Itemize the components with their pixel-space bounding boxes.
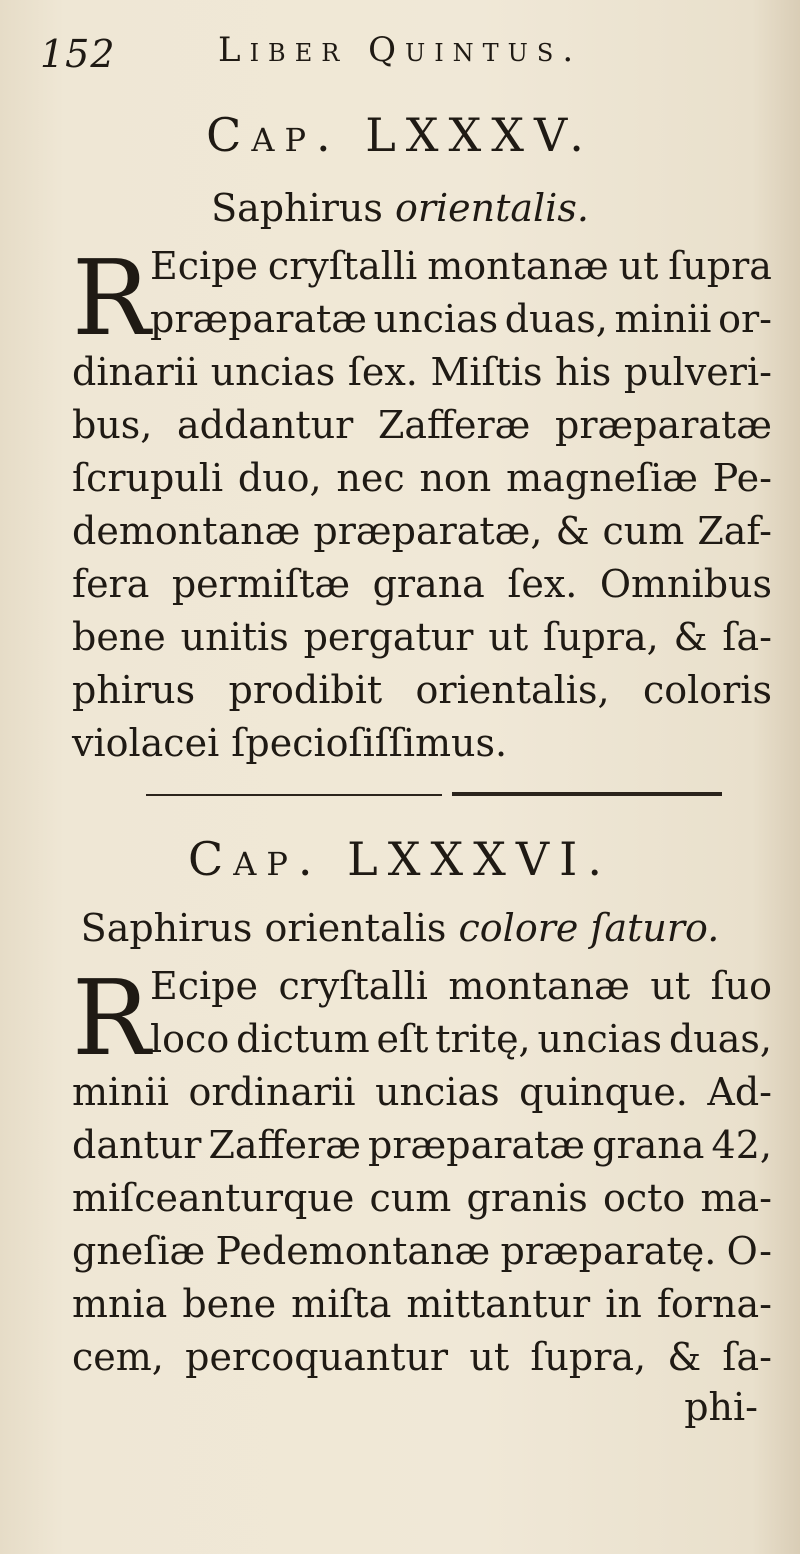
chapter-heading-prefix: Cap. (188, 832, 323, 886)
text-line: gneſiæ Pedemontanæ præparatę. O- (72, 1229, 772, 1273)
text-line: dantur Zafferæ præparatæ grana 42, (72, 1123, 772, 1167)
running-head (40, 28, 760, 88)
text-line: cem, percoquantur ut ſupra, & ſa- (72, 1335, 772, 1379)
chapter-heading-85 (0, 108, 800, 162)
text-line: violacei ſpecioſiſſimus. (72, 721, 508, 765)
text-line: bus, addantur Zafferæ præparatæ (72, 403, 772, 447)
text-line: miſceanturque cum granis octo ma- (72, 1176, 772, 1220)
text-line: loco dictum eſt tritę, uncias duas, (150, 1017, 772, 1061)
text-line: bene unitis pergatur ut ſupra, & ſa- (72, 615, 772, 659)
chapter-heading-number: LXXXV. (365, 108, 594, 162)
text-line: fera permiſtæ grana ſex. Omnibus (72, 562, 772, 606)
drop-cap: R (72, 957, 151, 1079)
text-line: dinarii uncias ſex. Miſtis his pulveri- (72, 350, 772, 394)
text-line: præparatæ uncias duas, minii or- (150, 297, 772, 341)
chapter-heading-86 (0, 832, 800, 886)
chapter-heading-prefix: Cap. (206, 108, 341, 162)
text-line: phirus prodibit orientalis, coloris (72, 668, 772, 712)
section-divider (146, 792, 722, 798)
section-title-86 (0, 906, 800, 950)
section-title-italic: colore ſaturo. (458, 906, 720, 950)
section-title-plain: Saphirus orientalis (80, 906, 459, 950)
text-line: ſcrupuli duo, nec non magneſiæ Pe- (72, 456, 772, 500)
divider-rule-right (452, 792, 722, 796)
chapter-86-text (72, 957, 772, 1384)
text-line: demontanæ præparatæ, & cum Zaf- (72, 509, 772, 553)
section-title-85 (0, 186, 800, 230)
chapter-heading-number: LXXXVI. (347, 832, 612, 886)
chapter-85-text (72, 237, 772, 770)
text-line: minii ordinarii uncias quinque. Ad- (72, 1070, 772, 1114)
drop-cap: R (72, 237, 151, 359)
catchword: phi- (684, 1385, 758, 1429)
section-title-plain: Saphirus (211, 186, 395, 230)
text-line: Ecipe cryſtalli montanæ ut ſuo (150, 964, 772, 1008)
page-number: 152 (40, 32, 116, 76)
text-line: mnia bene miſta mittantur in forna- (72, 1282, 772, 1326)
divider-rule-left (146, 794, 442, 796)
text-line: Ecipe cryſtalli montanæ ut ſupra (150, 244, 772, 288)
section-title-italic: orientalis. (394, 186, 589, 230)
running-title: Liber Quintus. (218, 30, 583, 70)
